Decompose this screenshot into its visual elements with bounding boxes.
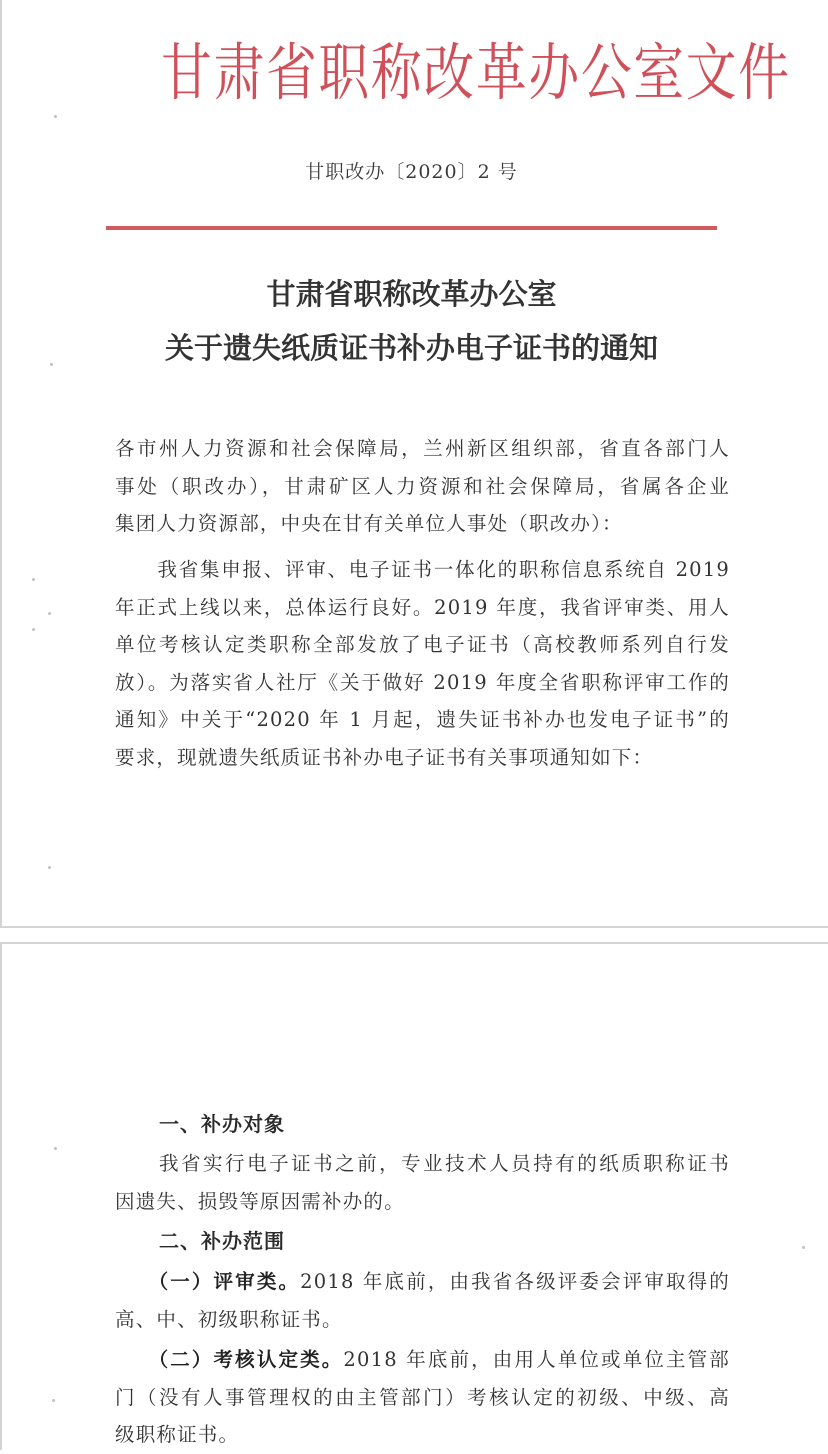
scan-speck	[52, 1399, 55, 1402]
scan-speck	[50, 363, 53, 366]
scan-speck	[32, 578, 35, 581]
scan-speck	[48, 866, 51, 869]
section-2-item-1	[115, 1263, 730, 1338]
page-separator	[0, 928, 828, 942]
document-title-line-2: 关于遗失纸质证书补办电子证书的通知	[164, 331, 658, 365]
document-title-line-1: 甘肃省职称改革办公室	[266, 277, 557, 311]
scan-speck	[54, 115, 57, 118]
item-2-line-1	[115, 1341, 730, 1379]
item-1-line-2: 高、中、初级职称证书。	[115, 1307, 343, 1331]
salutation-line: 集团人力资源部，中央在甘有关单位人事处（职改办）：	[115, 512, 623, 535]
intro-paragraph	[115, 551, 730, 776]
item-2-line-2: 门（没有人事管理权的由主管部门）考核认定的初级、中级、高	[115, 1385, 730, 1409]
section-1-paragraph	[115, 1145, 730, 1220]
item-2-text: 2018 年底前，由用人单位或单位主管部	[343, 1348, 730, 1371]
item-1-line-1	[115, 1263, 730, 1301]
section-2-heading: 二、补办范围	[159, 1229, 285, 1253]
document-page-2	[0, 942, 828, 1450]
item-2-line-3: 级职称证书。	[115, 1423, 240, 1446]
body-line: 放）。为落实省人社厅《关于做好 2019 年度全省职称评审工作的	[115, 670, 730, 694]
section-1-line: 我省实行电子证书之前，专业技术人员持有的纸质职称证书	[115, 1152, 730, 1175]
item-1-lead: （一）评审类。	[158, 1270, 301, 1293]
red-letterhead: 甘肃省职称改革办公室文件	[160, 36, 791, 109]
salutation-paragraph	[115, 430, 730, 543]
salutation-line: 各市州人力资源和社会保障局，兰州新区组织部，省直各部门人	[115, 437, 730, 460]
body-line: 我省集申报、评审、电子证书一体化的职称信息系统自 2019	[115, 558, 730, 581]
section-2-item-2	[115, 1341, 730, 1454]
body-line: 通知》中关于“2020 年 1 月起，遗失证书补办也发电子证书”的	[115, 708, 730, 731]
item-1-text: 2018 年底前，由我省各级评委会评审取得的	[300, 1270, 731, 1293]
salutation-line: 事处（职改办），甘肃矿区人力资源和社会保障局，省属各企业	[115, 474, 730, 498]
item-2-lead: （二）考核认定类。	[158, 1348, 344, 1371]
body-line: 要求，现就遗失纸质证书补办电子证书有关事项通知如下：	[115, 745, 654, 769]
red-divider-line	[106, 226, 717, 230]
scan-speck	[48, 612, 51, 615]
body-line: 年正式上线以来，总体运行良好。2019 年度，我省评审类、用人	[115, 595, 730, 619]
document-number: 甘职改办〔2020〕2 号	[305, 161, 518, 183]
scan-speck	[32, 628, 35, 631]
scan-speck	[54, 1147, 57, 1150]
section-1-line: 因遗失、损毁等原因需补办的。	[115, 1189, 405, 1213]
body-line: 单位考核认定类职称全部发放了电子证书（高校教师系列自行发	[115, 633, 730, 656]
scan-speck	[802, 1246, 805, 1249]
section-1-heading: 一、补办对象	[159, 1112, 285, 1136]
